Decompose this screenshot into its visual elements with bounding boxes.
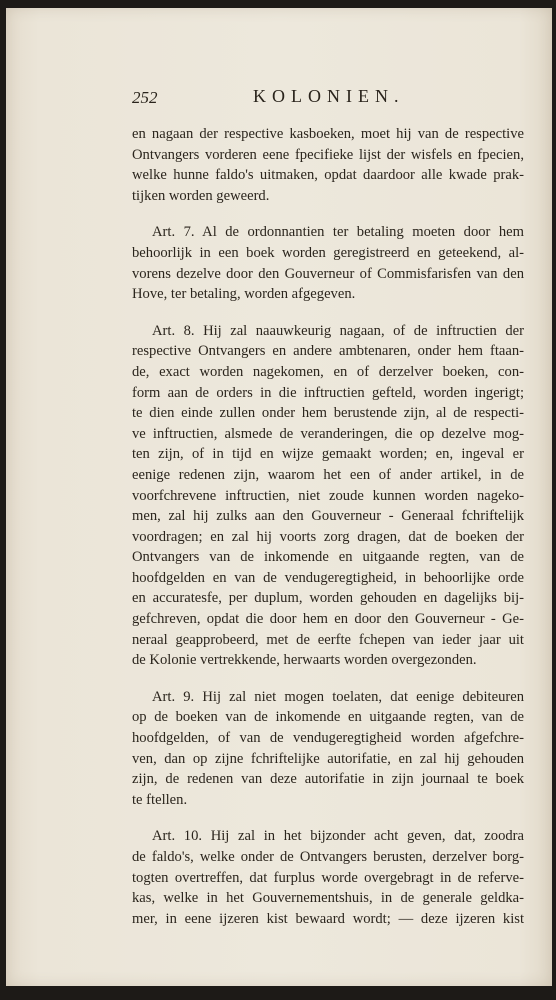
text-line: voorfchrevene inftructien, niet zoude kunnen worden nageko- [132,487,524,504]
text-line: eenige redenen zijn, waarom het een of ander artikel, in de [132,466,524,483]
text-line: te ftellen. [132,791,188,808]
text-line: gefchreven, opdat die door hem en door den Gouverneur - Ge- [132,611,524,628]
text-line: Hove, ter betaling, worden afgegeven. [132,286,356,303]
article-7 [132,222,524,304]
text-line: de Kolonie vertrekkende, herwaarts worden overgezonden. [132,652,477,669]
text-line: ven, dan op zijne fchriftelijke autorifatie, en zal hij gehouden [132,750,524,767]
page-number: 252 [132,88,158,107]
article-10 [132,826,524,929]
text-line: hoofdgelden en van de vendugeregtigheid, in behoorlijke orde [132,569,524,586]
article-8 [132,321,524,671]
text-line: Art. 7. Al de ordonnantien ter betaling moeten door hem [152,224,524,241]
text-line: de faldo's, welke onder de Ontvangers berusten, derzelver borg- [132,849,524,865]
text-line: Art. 9. Hij zal niet mogen toelaten, dat eenige debiteuren [152,688,524,705]
text-line: de, exact worden nagekomen, en of derzelver boeken, con- [132,363,524,380]
text-line: Ontvangers van de inkomende en uitgaande regten, van de [132,549,524,566]
text-line: form aan de orders in die inftructien gefteld, worden ingerigt; [132,384,524,401]
page-header [132,86,432,110]
text-line: welke hunne faldo's uitmaken, opdat daardoor alle kwade prak- [132,167,524,184]
text-line: neraal geapprobeerd, met de eerfte fchepen van ieder jaar uit [132,631,524,648]
paragraph-continuation [132,124,524,206]
text-line: respective Ontvangers en andere ambtenaren, onder hem ftaan- [132,343,524,360]
text-line: Art. 8. Hij zal naauwkeurig nagaan, of de inftructien der [152,322,524,339]
running-title: KOLONIEN. [253,86,405,106]
text-line: kas, welke in het Gouvernementshuis, in de generale geldka- [132,890,524,907]
text-line: ve inftructien, alsmede de veranderingen, die op dezelve mog- [132,425,524,442]
text-line: hoofdgelden, of van de vendugeregtigheid worden afgefchre- [132,730,524,747]
text-line: Art. 10. Hij zal in het bijzonder acht geven, dat, zoodra [152,828,524,845]
text-line: behoorlijk in een boek worden geregistreerd en geteekend, al- [132,244,524,261]
text-line: Ontvangers vorderen eene fpecifieke lijst der wisfels en fpecien, [132,146,524,163]
text-line: ten zijn, of in tijd en wijze gemaakt worden; en, ingeval er [132,446,524,463]
article-9 [132,687,524,811]
text-line: voordragen; en zal hij voorts zorg dragen, dat de boeken der [132,528,524,545]
text-line: en accuratesfe, per duplum, worden gehouden en dagelijks bij- [132,590,524,607]
text-line: togten overtreffen, dat furplus worde overgebragt in de referve- [132,869,524,886]
text-line: op de boeken van de inkomende en uitgaande regten, van de [132,709,524,726]
text-line: vorens dezelve door den Gouverneur of Commisfarisfen van den [132,265,524,282]
text-line: te dien einde zullen onder hem berustende zijn, al de respecti- [132,405,524,422]
text-line: mer, in eene ijzeren kist bewaard wordt; — deze ijzeren kist [132,910,524,927]
text-line: tijken worden geweerd. [132,187,270,204]
book-page [6,8,552,986]
text-line: men, zal hij zulks aan den Gouverneur - Generaal fchriftelijk [132,508,524,525]
text-line: en nagaan der respective kasboeken, moet hij van de respective [132,126,524,142]
body-text [132,124,524,929]
text-line: zijn, de redenen van deze autorifatie in zijn journaal te boek [132,771,524,788]
